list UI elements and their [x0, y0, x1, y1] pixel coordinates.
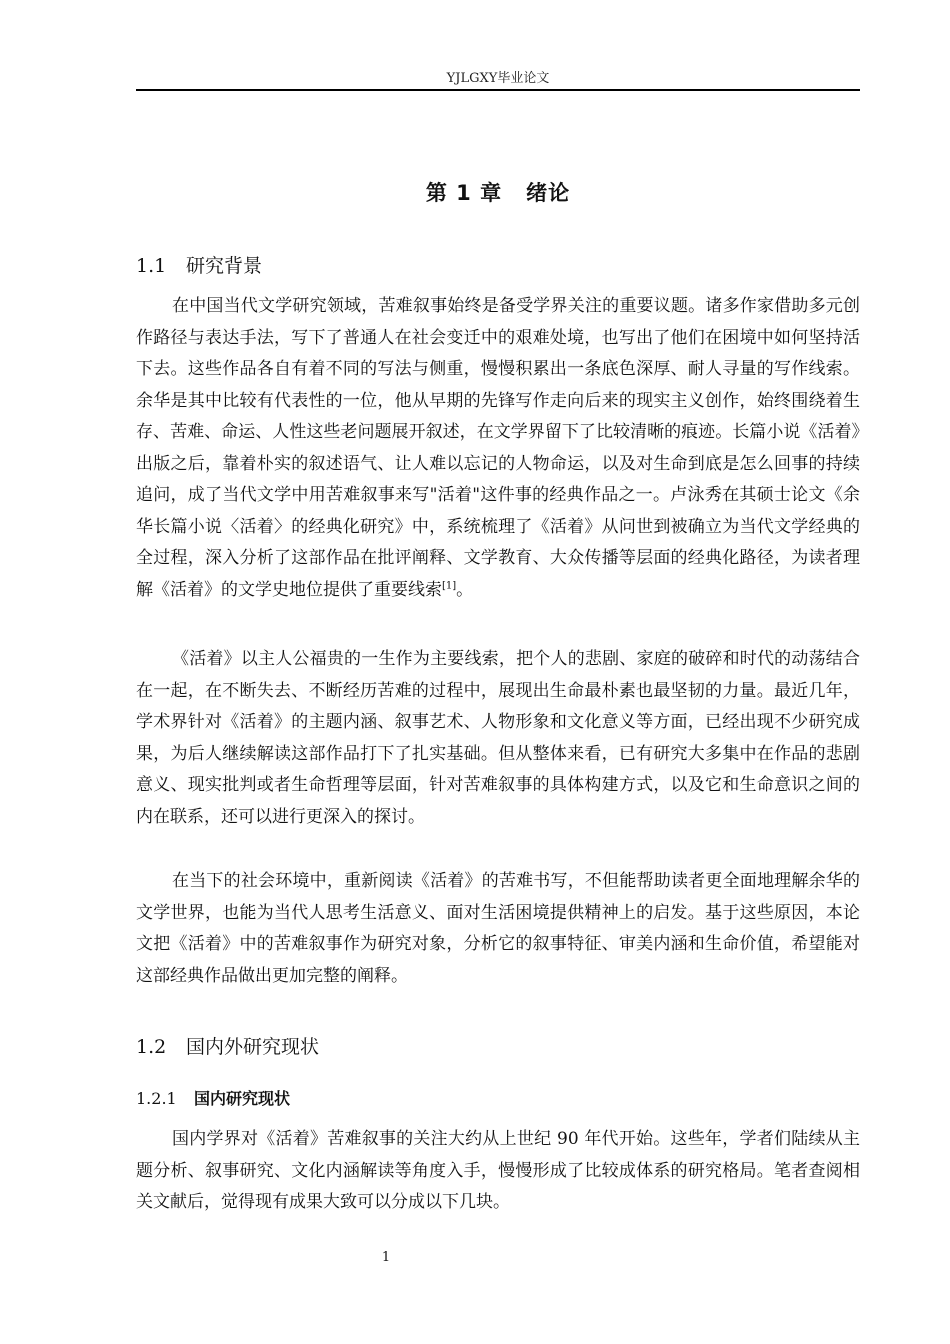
paragraph-1-2-1-1: 国内学界对《活着》苦难叙事的关注大约从上世纪 90 年代开始。这些年，学者们陆续从主题分析、叙事研究、文化内涵解读等角度入手，慢慢形成了比较成体系的研究格局。笔者查阅相关文献后，觉得现有成果大致可以分成以下几块。: [136, 1129, 860, 1212]
paragraph-text: 在中国当代文学研究领域，苦难叙事始终是备受学界关注的重要议题。诸多作家借助多元创作路径与表达手法，写下了普通人在社会变迁中的艰难处境，也写出了他们在困境中如何坚持活下去。这些作品各自有着不同的写法与侧重，慢慢积累出一条底色深厚、耐人寻量的写作线索。余华是其中比较有代表性的一位，他从早期的先锋写作走向后来的现实主义创作，始终围绕着生存、苦难、命运、人性这些老问题展开叙述，在文学界留下了比较清晰的痕迹。长篇小说《活着》出版之后，靠着朴实的叙述语气、让人难以忘记的人物命运，以及对生命到底是怎么回事的持续追问，成了当代文学中用苦难叙事来写"活着"这件事的经典作品之一。卢泳秀在其硕士论文《余华长篇小说〈活着〉的经典化研究》中，系统梳理了《活着》从问世到被确立为当代文学经典的全过程，深入分析了这部作品在批评阐释、文学教育、大众传播等层面的经典化路径，为读者理解《活着》的文学史地位提供了重要线索: [136, 296, 860, 600]
chapter-number: 第 1 章: [425, 181, 503, 205]
section-number: 1.1: [136, 255, 167, 277]
section-title: 研究背景: [186, 255, 263, 277]
paragraph-1-1-3: 在当下的社会环境中，重新阅读《活着》的苦难书写，不但能帮助读者更全面地理解余华的文学世界，也能为当代人思考生活意义、面对生活困境提供精神上的启发。基于这些原因，本论文把《活着》中的苦难叙事作为研究对象，分析它的叙事特征、审美内涵和生命价值，希望能对这部经典作品做出更加完整的阐释。: [136, 871, 860, 986]
subsection-number: 1.2.1: [136, 1089, 177, 1108]
citation-ref[interactable]: [1]: [442, 579, 457, 591]
section-number: 1.2: [136, 1036, 167, 1058]
subsection-title: 国内研究现状: [194, 1089, 291, 1108]
paragraph-1-1-2: 《活着》以主人公福贵的一生作为主要线索，把个人的悲剧、家庭的破碎和时代的动荡结合在一起，在不断失去、不断经历苦难的过程中，展现出生命最朴素也最坚韧的力量。最近几年，学术界针对《活着》的主题内涵、叙事艺术、人物形象和文化意义等方面，已经出现不少研究成果，为后人继续解读这部作品打下了扎实基础。但从整体来看，已有研究大多集中在作品的悲剧意义、现实批判或者生命哲理等层面，针对苦难叙事的具体构建方式，以及它和生命意识之间的内在联系，还可以进行更深入的探讨。: [136, 649, 860, 827]
section-title: 国内外研究现状: [186, 1036, 320, 1058]
section-heading-1-1: [136, 251, 860, 281]
paragraph-end: 。: [456, 579, 474, 600]
paragraph-1-1-1: [136, 291, 860, 606]
section-heading-1-2: [136, 1032, 860, 1062]
chapter-title: [136, 176, 860, 210]
chapter-title-text: 绪论: [526, 181, 571, 205]
page-number: 1: [381, 1250, 391, 1265]
header-rule: [136, 89, 860, 91]
page-header: YJLGXY毕业论文: [446, 71, 550, 86]
subsection-heading-1-2-1: [136, 1086, 860, 1112]
